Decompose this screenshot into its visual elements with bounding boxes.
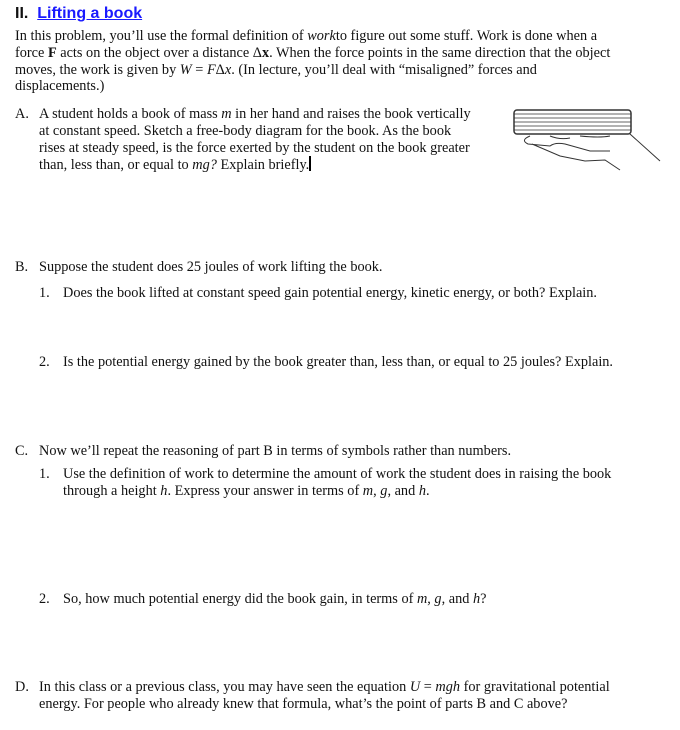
part-c-label: C.: [15, 443, 29, 459]
section-title-link[interactable]: Lifting a book: [37, 5, 143, 22]
part-b-q1-text: Does the book lifted at constant speed gain potential energy, kinetic energy, or both? Explain.: [63, 285, 597, 301]
text-cursor: [309, 156, 311, 171]
part-d-text: In this class or a previous class, you may have seen the equation U = mgh for gravitational potential energy. For people who already knew that formula, what’s the point of parts B and C above?: [39, 679, 610, 712]
part-b-q2-label: 2.: [39, 354, 50, 370]
part-b-text: Suppose the student does 25 joules of work lifting the book.: [39, 259, 383, 275]
part-a-label: A.: [15, 106, 29, 122]
part-b-q1-label: 1.: [39, 285, 50, 301]
part-d-label: D.: [15, 679, 29, 695]
part-a-text: A student holds a book of mass m in her hand and raises the book vertically at constant speed. Sketch a free-body diagram for the book. As the book rises at steady speed, is the force exerted by the student on the book greater than, less than, or equal to mg? Explain briefly.: [39, 106, 471, 174]
part-b-q2-text: Is the potential energy gained by the book greater than, less than, or equal to 25 joules? Explain.: [63, 354, 614, 370]
section-number: II.: [15, 5, 29, 22]
part-c-q1-text: Use the definition of work to determine the amount of work the student does in raising the book through a height h. Express your answer in terms of m, g, and h.: [63, 466, 612, 499]
part-c-q2-label: 2.: [39, 591, 50, 607]
section-heading: [15, 6, 142, 23]
book-on-hand-illustration: [510, 106, 670, 176]
intro-paragraph: In this problem, you’ll use the formal definition of workto figure out some stuff. Work is done when a force F acts on the object over a distance Δx. When the force points in the same direction that the object moves, the work is given by W = FΔx. (In lecture, you’ll deal with “misaligned” forces and displacements.): [15, 28, 611, 95]
part-b-label: B.: [15, 259, 29, 275]
part-c-text: Now we’ll repeat the reasoning of part B in terms of symbols rather than numbers.: [39, 443, 512, 459]
part-c-q1-label: 1.: [39, 466, 50, 482]
part-c-q2-text: So, how much potential energy did the book gain, in terms of m, g, and h?: [63, 591, 487, 607]
